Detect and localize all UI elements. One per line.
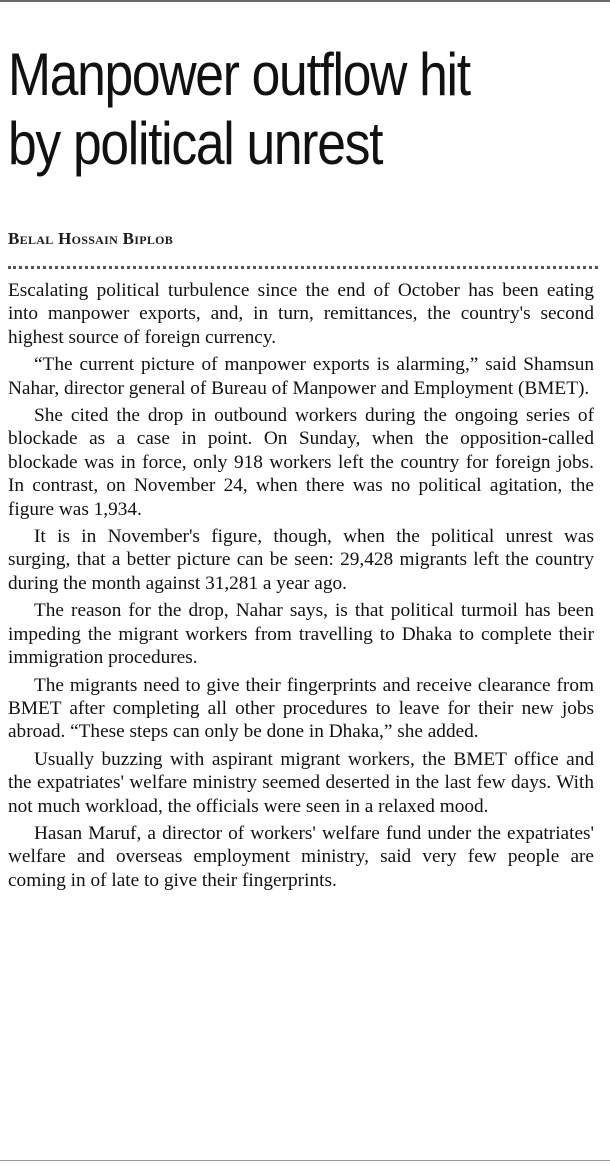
- bottom-border-rule: [0, 1160, 610, 1161]
- paragraph: “The current picture of manpower exports is alarming,” said Shamsun Nahar, director general of Bureau of Manpower and Employment (BMET).: [8, 354, 594, 399]
- paragraph: It is in November's figure, though, when the political unrest was surging, that a better picture can be seen: 29,428 migrants left the country during the month against 31,281 a year ago.: [8, 526, 594, 594]
- headline: [8, 40, 522, 178]
- dotted-divider: [8, 266, 598, 269]
- paragraph: The reason for the drop, Nahar says, is that political turmoil has been impeding the migrant workers from travelling to Dhaka to complete their immigration procedures.: [8, 600, 594, 669]
- headline-line-1: Manpower outflow hit: [8, 41, 470, 108]
- headline-line-2: by political unrest: [8, 110, 383, 177]
- paragraph: Hasan Maruf, a director of workers' welfare fund under the expatriates' welfare and overseas employment ministry, said very few people are coming in of late to give their fingerprints.: [8, 822, 594, 891]
- paragraph: Escalating political turbulence since the end of October has been eating into manpower exports, and, in turn, remittances, the country's second highest source of foreign currency.: [8, 280, 594, 348]
- article-body: [8, 279, 594, 896]
- paragraph: The migrants need to give their fingerprints and receive clearance from BMET after completing all other procedures to leave for their new jobs abroad. “These steps can only be done in Dhaka,” she added.: [8, 674, 594, 743]
- top-border-rule: [0, 0, 610, 6]
- paragraph: She cited the drop in outbound workers during the ongoing series of blockade as a case in point. On Sunday, when the opposition-called blockade was in force, only 918 workers left the country for foreign jobs. In contrast, on November 24, when there was no political agitation, the figure was 1,934.: [8, 405, 594, 520]
- paragraph: Usually buzzing with aspirant migrant workers, the BMET office and the expatriates' welfare ministry seemed deserted in the last few days. With not much workload, the officials were seen in a relaxed mood.: [8, 748, 594, 817]
- byline: Belal Hossain Biplob: [8, 229, 174, 248]
